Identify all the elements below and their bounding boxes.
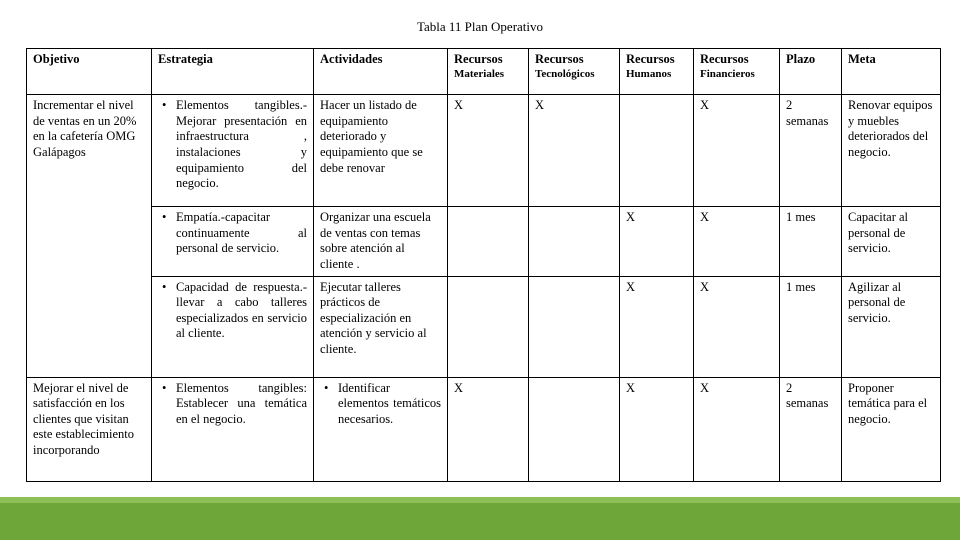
list-item: • Identificar elementos temáticos necesarios. (338, 381, 441, 428)
cell-plazo: 1 mes (780, 207, 842, 277)
cell-meta: Proponer temática para el negocio. (842, 377, 941, 481)
cell-estrategia (152, 377, 314, 481)
header-recursos-financieros (694, 49, 780, 95)
cell-humanos: X (620, 377, 694, 481)
plan-operativo-table (26, 48, 941, 482)
footer-bar (0, 503, 960, 540)
header-recursos-tecnologicos (529, 49, 620, 95)
cell-tecnologicos (529, 207, 620, 277)
header-label: Recursos (535, 52, 584, 66)
cell-financieros: X (694, 276, 780, 377)
header-sublabel: Financieros (700, 67, 755, 80)
cell-humanos (620, 95, 694, 207)
cell-plazo: 2 semanas (780, 377, 842, 481)
list-item: • Elementos tangibles: Establecer una temática en el negocio. (176, 381, 307, 428)
list-item: • Elementos tangibles.- Mejorar presentación en infraestructura , instalaciones y equipamiento del negocio. (176, 98, 307, 192)
header-label: Recursos (454, 52, 503, 66)
table-row (27, 95, 941, 207)
cell-objetivo: Incrementar el nivel de ventas en un 20% en la cafetería OMG Galápagos (27, 95, 152, 378)
cell-actividades (314, 377, 448, 481)
cell-objetivo: Mejorar el nivel de satisfacción en los clientes que visitan este establecimiento incorporando (27, 377, 152, 481)
table-row (27, 377, 941, 481)
table-caption: Tabla 11 Plan Operativo (416, 19, 544, 34)
cell-humanos: X (620, 276, 694, 377)
header-recursos-materiales (448, 49, 529, 95)
cell-estrategia (152, 95, 314, 207)
header-sublabel: Materiales (454, 67, 505, 80)
cell-materiales (448, 207, 529, 277)
cell-meta: Capacitar al personal de servicio. (842, 207, 941, 277)
cell-actividades: Organizar una escuela de ventas con temas sobre atención al cliente . (314, 207, 448, 277)
cell-materiales: X (448, 95, 529, 207)
header-actividades: Actividades (314, 49, 448, 95)
cell-plazo: 2 semanas (780, 95, 842, 207)
cell-materiales (448, 276, 529, 377)
header-row (27, 49, 941, 95)
table-row (27, 276, 941, 377)
table-row (27, 207, 941, 277)
header-estrategia: Estrategia (152, 49, 314, 95)
header-objetivo: Objetivo (27, 49, 152, 95)
cell-tecnologicos (529, 276, 620, 377)
cell-meta: Agilizar al personal de servicio. (842, 276, 941, 377)
cell-meta: Renovar equipos y muebles deteriorados del negocio. (842, 95, 941, 207)
cell-materiales: X (448, 377, 529, 481)
cell-financieros: X (694, 95, 780, 207)
cell-plazo: 1 mes (780, 276, 842, 377)
cell-tecnologicos (529, 377, 620, 481)
list-item: • Capacidad de respuesta.-llevar a cabo talleres especializados en servicio al cliente. (176, 280, 307, 343)
header-recursos-humanos (620, 49, 694, 95)
list-item: • Empatía.-capacitar continuamente al personal de servicio. (176, 210, 307, 257)
header-meta: Meta (842, 49, 941, 95)
cell-tecnologicos: X (529, 95, 620, 207)
cell-estrategia (152, 207, 314, 277)
header-plazo: Plazo (780, 49, 842, 95)
header-label: Recursos (626, 52, 675, 66)
cell-estrategia (152, 276, 314, 377)
cell-humanos: X (620, 207, 694, 277)
header-label: Recursos (700, 52, 749, 66)
cell-actividades: Ejecutar talleres prácticos de especialización en atención y servicio al cliente. (314, 276, 448, 377)
cell-financieros: X (694, 207, 780, 277)
cell-financieros: X (694, 377, 780, 481)
header-sublabel: Humanos (626, 67, 672, 80)
header-sublabel: Tecnológicos (535, 67, 595, 80)
cell-actividades: Hacer un listado de equipamiento deteriorado y equipamiento que se debe renovar (314, 95, 448, 207)
